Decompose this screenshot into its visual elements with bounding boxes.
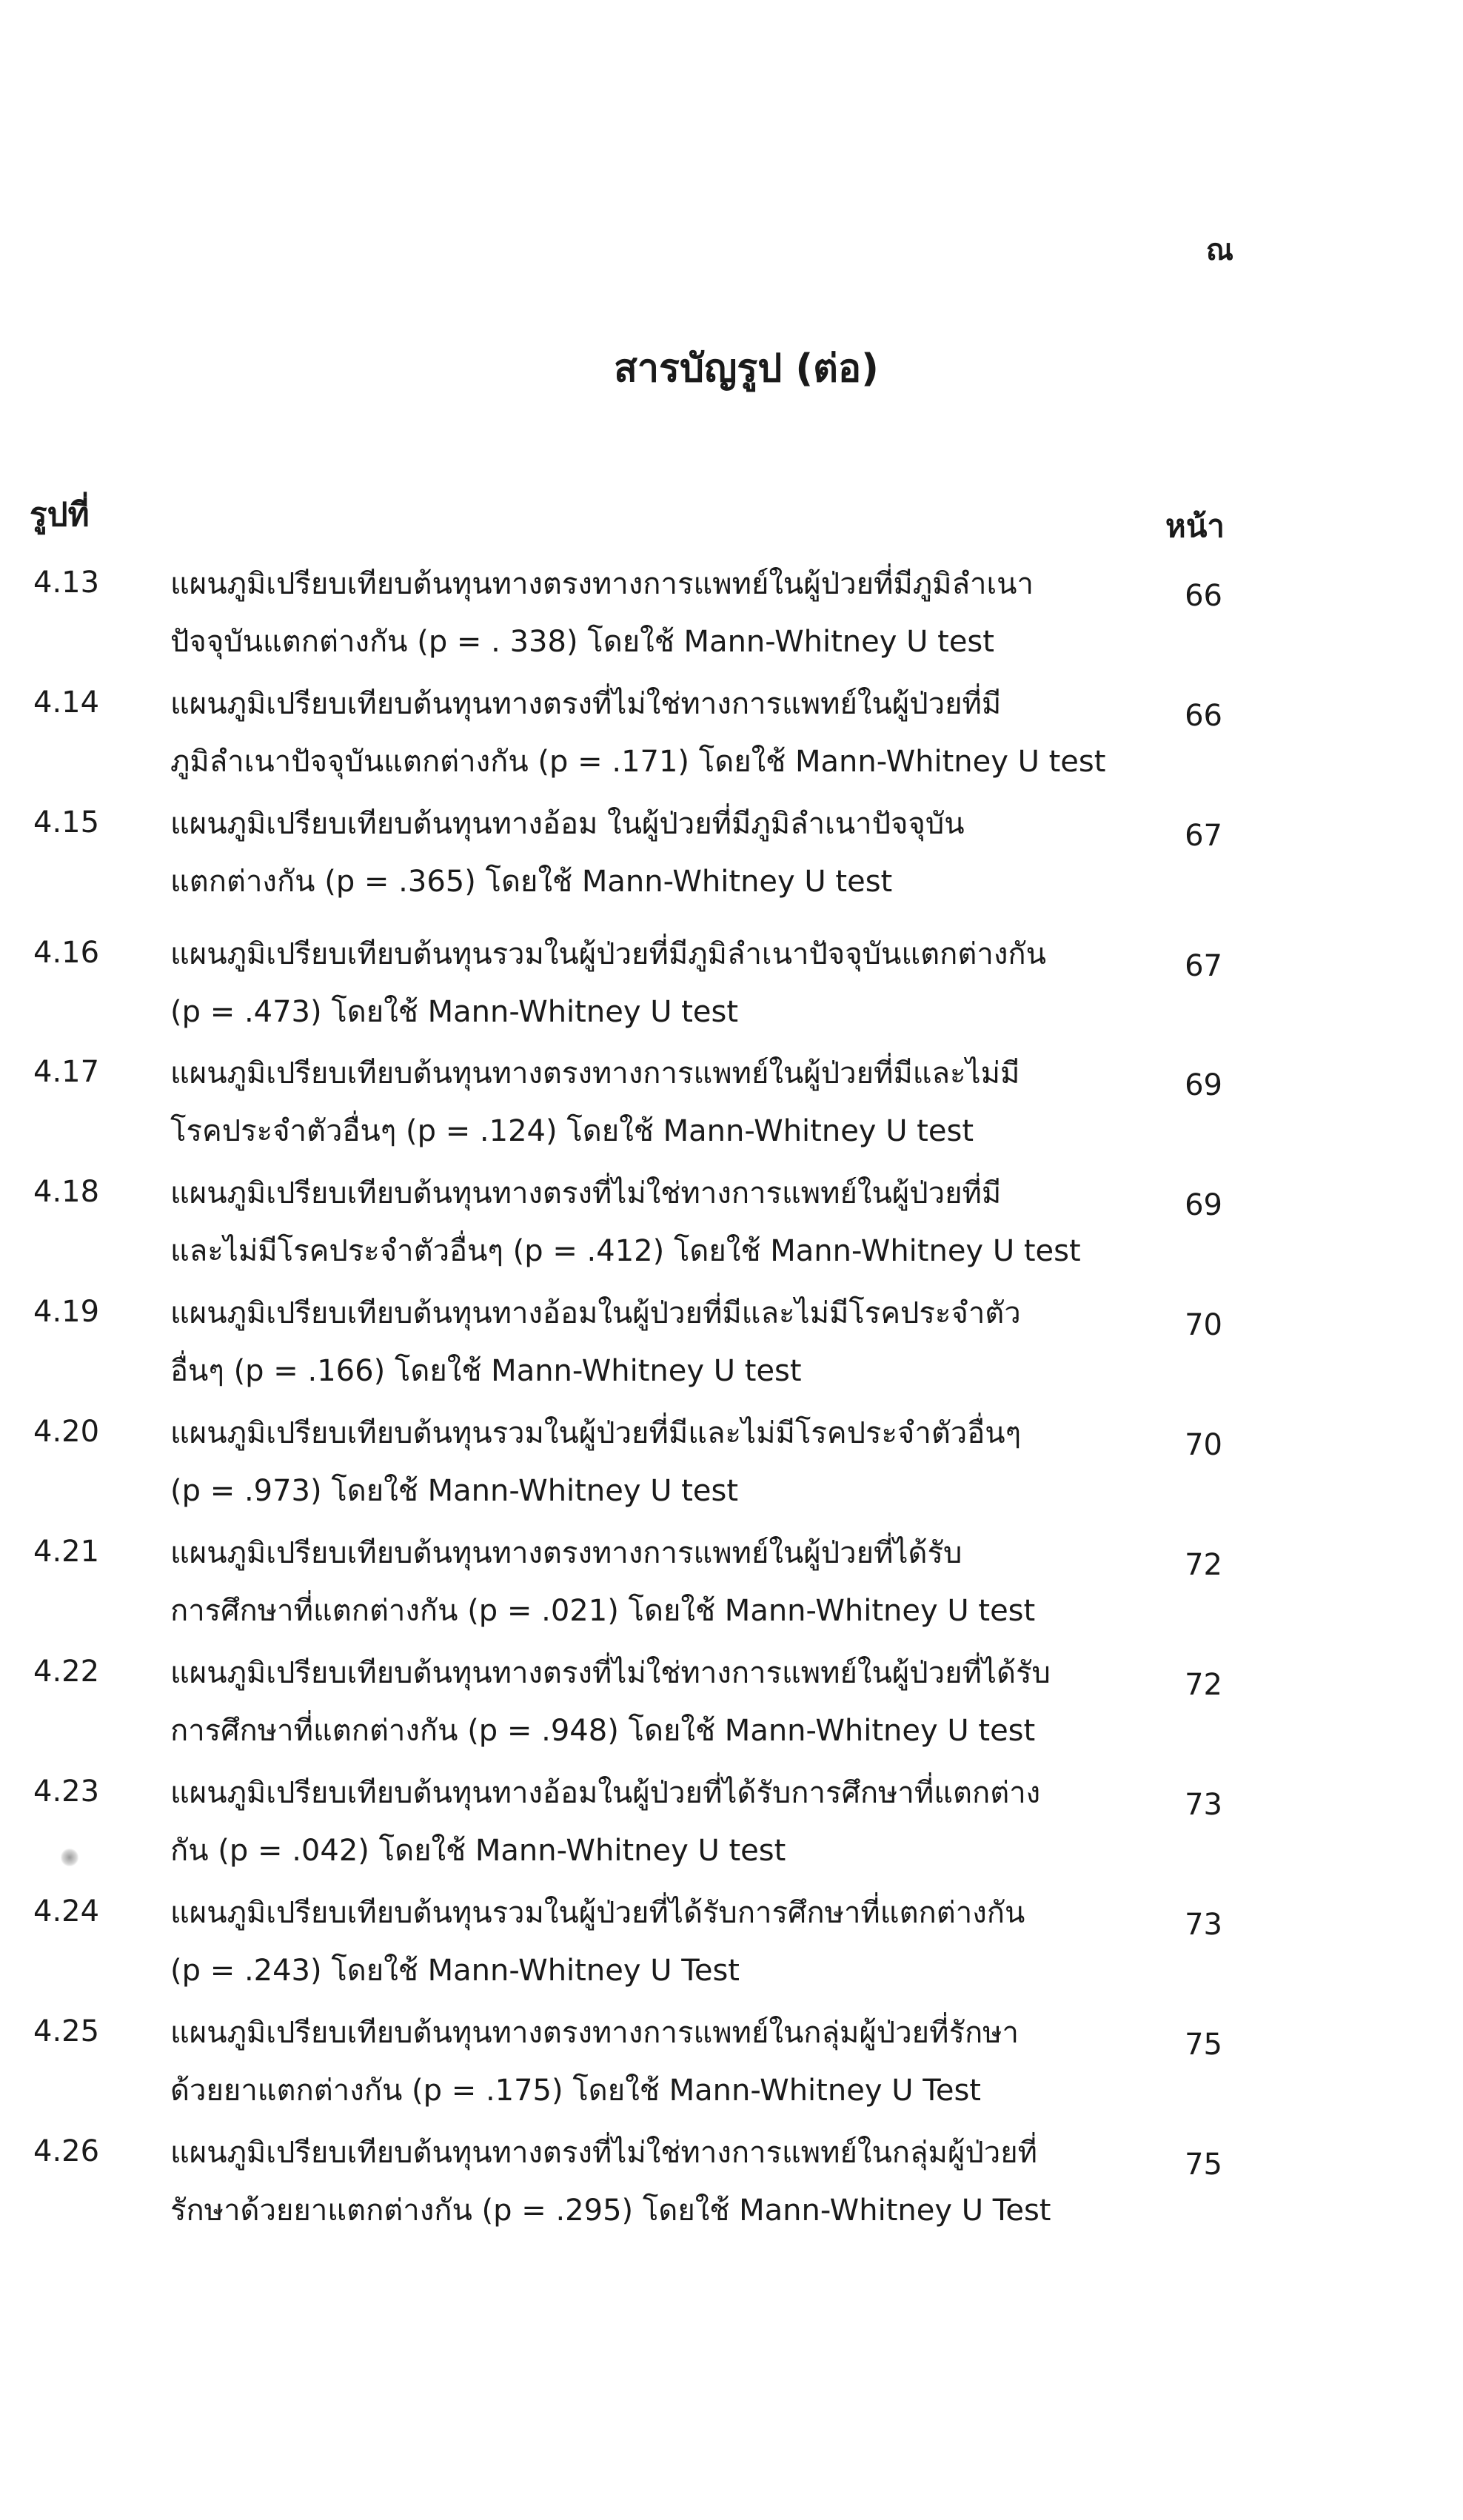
page-number: 69: [1185, 1188, 1222, 1222]
caption-line: ภูมิลำเนาปัจจุบันแตกต่างกัน (p = .171) โดยใช้ Mann-Whitney U test: [170, 745, 1106, 779]
figure-number: 4.18: [33, 1175, 100, 1209]
figure-entry: [0, 795, 1463, 915]
figure-number: 4.22: [33, 1655, 100, 1689]
page-number: 70: [1185, 1308, 1222, 1342]
figure-number: 4.17: [33, 1055, 100, 1089]
figure-caption: [170, 1884, 1133, 2000]
caption-line: รักษาด้วยยาแตกต่างกัน (p = .295) โดยใช้ Mann-Whitney U Test: [170, 2194, 1051, 2228]
page-title: สารบัญรูป (ต่อ): [614, 346, 879, 391]
caption-line: แผนภูมิเปรียบเทียบต้นทุนทางอ้อม ในผู้ป่วยที่มีภูมิลำเนาปัจจุบัน: [170, 807, 965, 841]
page-number: 72: [1185, 1668, 1222, 1702]
figure-entry: [0, 1764, 1463, 1884]
caption-line: แผนภูมิเปรียบเทียบต้นทุนทางตรงทางการแพทย์ในผู้ป่วยที่มีและไม่มี: [170, 1056, 1020, 1090]
caption-line: (p = .243) โดยใช้ Mann-Whitney U Test: [170, 1954, 740, 1988]
figure-entry: [0, 1284, 1463, 1404]
caption-line: แผนภูมิเปรียบเทียบต้นทุนทางตรงทางการแพทย์ในผู้ป่วยที่มีภูมิลำเนา: [170, 567, 1034, 601]
caption-line: ปัจจุบันแตกต่างกัน (p = . 338) โดยใช้ Mann-Whitney U test: [170, 625, 994, 659]
caption-line: ด้วยยาแตกต่างกัน (p = .175) โดยใช้ Mann-Whitney U Test: [170, 2074, 981, 2108]
caption-line: แผนภูมิเปรียบเทียบต้นทุนทางตรงทางการแพทย์ในกลุ่มผู้ป่วยที่รักษา: [170, 2016, 1019, 2050]
page-number: 73: [1185, 1908, 1222, 1942]
figure-number: 4.23: [33, 1775, 100, 1809]
page-number: 66: [1185, 579, 1222, 613]
figure-number: 4.20: [33, 1415, 100, 1449]
figure-number: 4.24: [33, 1894, 100, 1928]
figure-caption: [170, 1404, 1133, 1520]
figure-entry: [0, 1045, 1463, 1165]
page-number: 70: [1185, 1428, 1222, 1462]
figure-number: 4.26: [33, 2134, 100, 2168]
figure-entry: [0, 915, 1463, 1045]
figure-caption: [170, 2004, 1133, 2119]
page-number: 66: [1185, 699, 1222, 733]
figure-caption: [170, 1644, 1133, 1760]
caption-line: แผนภูมิเปรียบเทียบต้นทุนทางตรงที่ไม่ใช่ทางการแพทย์ในกลุ่มผู้ป่วยที่: [170, 2136, 1037, 2170]
figure-number: 4.14: [33, 686, 100, 720]
figure-caption: [170, 1764, 1133, 1880]
caption-line: และไม่มีโรคประจำตัวอื่นๆ (p = .412) โดยใช้ Mann-Whitney U test: [170, 1234, 1081, 1268]
caption-line: โรคประจำตัวอื่นๆ (p = .124) โดยใช้ Mann-Whitney U test: [170, 1114, 974, 1148]
figure-number: 4.16: [33, 936, 100, 970]
figure-number: 4.15: [33, 805, 100, 840]
figure-caption: [170, 1284, 1133, 1400]
column-header-figure: รูปที่: [30, 496, 90, 534]
caption-line: (p = .973) โดยใช้ Mann-Whitney U test: [170, 1474, 739, 1508]
figure-entry: [0, 675, 1463, 795]
figure-entry: [0, 555, 1463, 675]
figure-caption: [170, 2124, 1133, 2239]
page-number: 69: [1185, 1068, 1222, 1102]
caption-line: อื่นๆ (p = .166) โดยใช้ Mann-Whitney U test: [170, 1354, 802, 1388]
caption-line: แผนภูมิเปรียบเทียบต้นทุนทางตรงทางการแพทย์ในผู้ป่วยที่ได้รับ: [170, 1536, 962, 1570]
figure-entry: [0, 1884, 1463, 2004]
figure-entry: [0, 1165, 1463, 1284]
figure-entry: [0, 1644, 1463, 1764]
figure-number: 4.21: [33, 1535, 100, 1569]
caption-line: แผนภูมิเปรียบเทียบต้นทุนรวมในผู้ป่วยที่มีและไม่มีโรคประจำตัวอื่นๆ: [170, 1416, 1022, 1450]
figure-caption: [170, 555, 1133, 671]
column-header-page: หน้า: [1165, 508, 1225, 544]
scan-speck: [61, 1849, 78, 1866]
caption-line: แผนภูมิเปรียบเทียบต้นทุนทางตรงที่ไม่ใช่ทางการแพทย์ในผู้ป่วยที่ได้รับ: [170, 1656, 1051, 1690]
figure-caption: [170, 675, 1133, 791]
page-number: 72: [1185, 1548, 1222, 1582]
caption-line: แผนภูมิเปรียบเทียบต้นทุนทางอ้อมในผู้ป่วยที่ได้รับการศึกษาที่แตกต่าง: [170, 1776, 1041, 1810]
caption-line: แผนภูมิเปรียบเทียบต้นทุนทางตรงที่ไม่ใช่ทางการแพทย์ในผู้ป่วยที่มี: [170, 687, 1002, 721]
figure-entry: [0, 1524, 1463, 1644]
caption-line: แผนภูมิเปรียบเทียบต้นทุนรวมในผู้ป่วยที่มีภูมิลำเนาปัจจุบันแตกต่างกัน: [170, 937, 1046, 971]
figure-number: 4.25: [33, 2014, 100, 2048]
caption-line: แผนภูมิเปรียบเทียบต้นทุนทางอ้อมในผู้ป่วยที่มีและไม่มีโรคประจำตัว: [170, 1296, 1021, 1330]
page-letter: ณ: [1205, 233, 1233, 267]
caption-line: (p = .473) โดยใช้ Mann-Whitney U test: [170, 995, 739, 1029]
caption-line: กัน (p = .042) โดยใช้ Mann-Whitney U test: [170, 1834, 786, 1868]
page-number: 67: [1185, 819, 1222, 853]
figure-number: 4.13: [33, 566, 100, 600]
page-number: 75: [1185, 2028, 1222, 2062]
caption-line: การศึกษาที่แตกต่างกัน (p = .948) โดยใช้ Mann-Whitney U test: [170, 1714, 1036, 1748]
figure-entry: [0, 1404, 1463, 1524]
figure-list: [0, 555, 1463, 2244]
caption-line: แผนภูมิเปรียบเทียบต้นทุนรวมในผู้ป่วยที่ได้รับการศึกษาที่แตกต่างกัน: [170, 1896, 1025, 1930]
figure-entry: [0, 2004, 1463, 2124]
figure-caption: [170, 1524, 1133, 1640]
caption-line: แผนภูมิเปรียบเทียบต้นทุนทางตรงที่ไม่ใช่ทางการแพทย์ในผู้ป่วยที่มี: [170, 1176, 1002, 1210]
caption-line: การศึกษาที่แตกต่างกัน (p = .021) โดยใช้ Mann-Whitney U test: [170, 1594, 1036, 1628]
page-number: 67: [1185, 949, 1222, 983]
figure-caption: [170, 795, 1133, 911]
page-number: 75: [1185, 2148, 1222, 2182]
caption-line: แตกต่างกัน (p = .365) โดยใช้ Mann-Whitney U test: [170, 865, 893, 899]
page-number: 73: [1185, 1788, 1222, 1822]
figure-entry: [0, 2124, 1463, 2244]
figure-caption: [170, 925, 1133, 1041]
figure-number: 4.19: [33, 1295, 100, 1329]
figure-caption: [170, 1045, 1133, 1160]
figure-caption: [170, 1165, 1133, 1280]
